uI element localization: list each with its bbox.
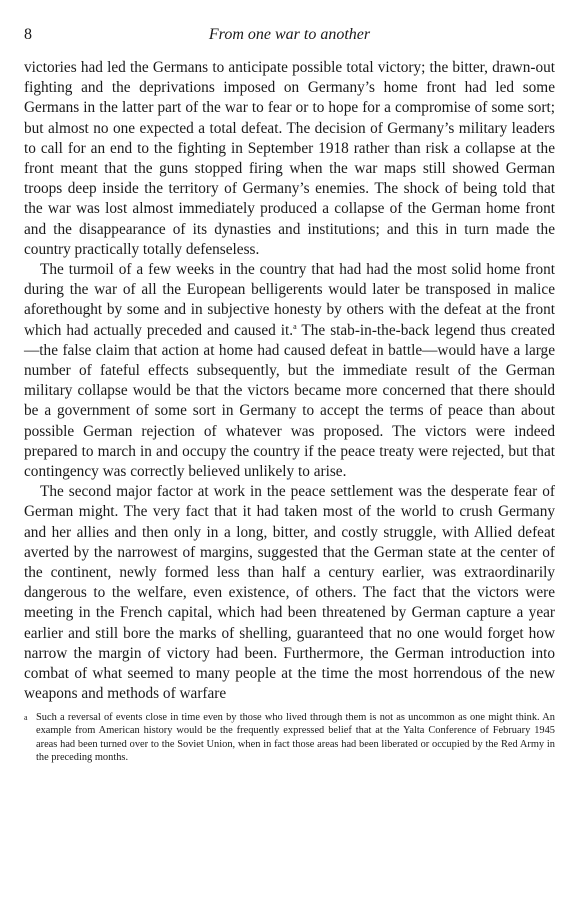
paragraph-1: victories had led the Germans to anticipate possible total victory; the bitter, drawn-out fighting and the deprivations imposed on Germany’s home front had led some Germans in the latter part of the war to fear or to hope for a compromise of some sort; but almost no one expected a total defeat. The decision of Germany’s military leaders to call for an end to the fighting in September 1918 rather than risk a collapse at the front meant that the guns stopped firing when the war maps still showed German troops deep inside the territory of Germany’s enemies. The shock of being told that the war was lost almost immediately produced a collapse of the German home front and the disappearance of its dynasties and institutions; and this in turn made the country practically totally defenseless.	[24, 59, 555, 258]
footnote-a	[24, 711, 555, 765]
page-number: 8	[24, 26, 32, 43]
body-text	[24, 58, 555, 705]
paragraph-2-text-a: The turmoil of a few weeks in the country that had had the most solid home front during the war of all the European belligerents would later be transposed in malice aforethought by some and in subjective honesty by others with the defeat at the front which had actually preceded and caused it.	[24, 261, 555, 339]
footnote-reference-a[interactable]: a	[293, 321, 297, 331]
book-page	[24, 26, 555, 765]
page-header	[24, 26, 555, 48]
running-head: From one war to another	[208, 26, 371, 43]
paragraph-3: The second major factor at work in the peace settlement was the desperate fear of German might. The very fact that it had taken most of the world to crush Germany and her allies and then only in a long, bitter, and costly struggle, with Allied defeat averted by the narrowest of margins, suggested that the German state at the center of the continent, newly formed less than half a century earlier, was extraordinarily dangerous to the welfare, even existence, of others. The fact that the victors were meeting in the French capital, which had been threatened by German capture a year earlier and still bore the marks of shelling, guaranteed that no one would forget how narrow the margin of victory had been. Furthermore, the German introduction into combat of what seemed to many people at the time the most horrendous of the new weapons and methods of warfare	[24, 483, 555, 703]
paragraph-2	[24, 260, 555, 482]
paragraph-2-text-b: The stab-in-the-back legend thus created—the false claim that action at home had caused defeat in battle—would have a large number of fateful effects subsequently, but the immediate result of the German military collapse would be that the victors became more concerned that there should be a government of some sort in Germany to accept the terms of peace than about possible German rejection of whatever was proposed. The victors were indeed prepared to march in and occupy the country if the peace treaty were rejected, but that contingency was correctly believed unlikely to arise.	[24, 321, 556, 481]
footnote-text: Such a reversal of events close in time even by those who lived through them is not as uncommon as one might think. An example from American history would be the frequently expressed belief that at the Yalta Conference of February 1945 areas had been turned over to the Soviet Union, when in fact those areas had been liberated or occupied by the Red Army in the preceding months.	[36, 711, 555, 763]
footnote-marker: a	[24, 712, 28, 722]
